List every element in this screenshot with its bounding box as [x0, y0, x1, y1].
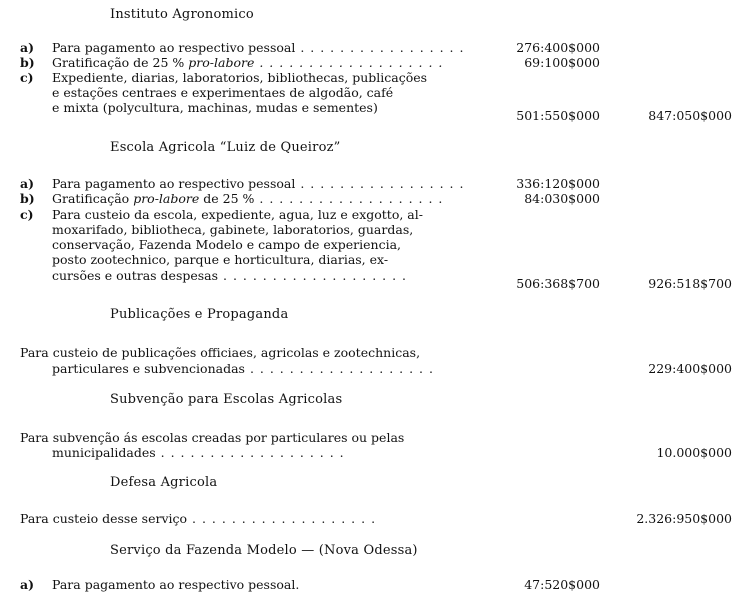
subvencao-total: 10.000$000 [656, 445, 732, 460]
fazenda-item-a-value: 47:520$000 [524, 577, 600, 592]
item-text: cursões e outras despesas . . [52, 268, 407, 283]
item-text: Para pagamento ao respectivo pessoal . . [52, 176, 470, 191]
escola-item-c-line4: posto zootechnico, parque e horticultura, diarias, ex- [52, 252, 389, 267]
item-text: Para custeio desse serviço . . [20, 511, 376, 526]
escola-total: 926:518$700 [648, 276, 732, 291]
escola-item-b-value: 84:030$000 [524, 191, 600, 206]
defesa-total: 2.326:950$000 [636, 511, 732, 526]
instituto-item-b [20, 55, 470, 70]
escola-item-a-value: 336:120$000 [516, 176, 600, 191]
item-text-italic: pro-labore [133, 191, 200, 206]
section-heading-publicacoes: Publicações e Propaganda [110, 307, 289, 322]
item-text: Para custeio da escola, expediente, agua, luz e exgotto, al- [52, 207, 423, 222]
item-text: particulares e subvencionadas . . [52, 361, 434, 376]
item-key: a) [20, 577, 35, 592]
item-text-italic: pro-labore . . [188, 55, 443, 70]
escola-item-a [20, 176, 470, 191]
instituto-item-c-line2: e estações centraes e experimentaes de algodão, café [52, 85, 394, 100]
section-heading-subvencao: Subvenção para Escolas Agricolas [110, 392, 343, 407]
fazenda-item-a [20, 577, 470, 592]
instituto-item-a [20, 40, 470, 55]
item-text: Gratificação de 25 % [52, 55, 185, 70]
item-key: c) [20, 207, 34, 222]
item-text: municipalidades . . [52, 445, 345, 460]
item-key: a) [20, 40, 35, 55]
section-heading-escola: Escola Agricola “Luiz de Queiroz” [110, 140, 341, 155]
section-heading-fazenda: Serviço da Fazenda Modelo — (Nova Odessa) [110, 543, 418, 558]
escola-item-c-line5 [20, 268, 470, 283]
instituto-total: 847:050$000 [648, 108, 732, 123]
instituto-item-b-value: 69:100$000 [524, 55, 600, 70]
item-text-post: de 25 % . . [203, 191, 443, 206]
instituto-item-c-value: 501:550$000 [516, 108, 600, 123]
instituto-item-c-line3 [20, 100, 470, 115]
item-key: b) [20, 191, 35, 206]
publicacoes-total: 229:400$000 [648, 361, 732, 376]
item-text: Para pagamento ao respectivo pessoal . . [52, 40, 470, 55]
item-text: Expediente, diarias, laboratorios, bibliothecas, publicações [52, 70, 428, 85]
section-heading-instituto: Instituto Agronomico [110, 7, 254, 22]
item-key: b) [20, 55, 35, 70]
publicacoes-line1: Para custeio de publicações officiaes, agricolas e zootechnicas, [20, 345, 421, 360]
item-text: e mixta (polycultura, machinas, mudas e sementes) [52, 100, 378, 115]
escola-item-c-line2: moxarifado, bibliotheca, gabinete, laboratorios, guardas, [52, 222, 414, 237]
subvencao-line1: Para subvenção ás escolas creadas por particulares ou pelas [20, 430, 405, 445]
escola-item-c-line3: conservação, Fazenda Modelo e campo de experiencia, [52, 237, 402, 252]
item-key: c) [20, 70, 34, 85]
item-text: Para pagamento ao respectivo pessoal. [52, 577, 300, 592]
item-key: a) [20, 176, 35, 191]
subvencao-line2 [52, 445, 470, 460]
instituto-item-c-line1 [20, 70, 470, 85]
escola-item-c-value: 506:368$700 [516, 276, 600, 291]
section-heading-defesa: Defesa Agricola [110, 475, 218, 490]
item-text: Gratificação [52, 191, 130, 206]
publicacoes-line2 [52, 361, 470, 376]
defesa-line1 [20, 511, 470, 526]
escola-item-b [20, 191, 470, 206]
instituto-item-a-value: 276:400$000 [516, 40, 600, 55]
escola-item-c-line1 [20, 207, 470, 222]
